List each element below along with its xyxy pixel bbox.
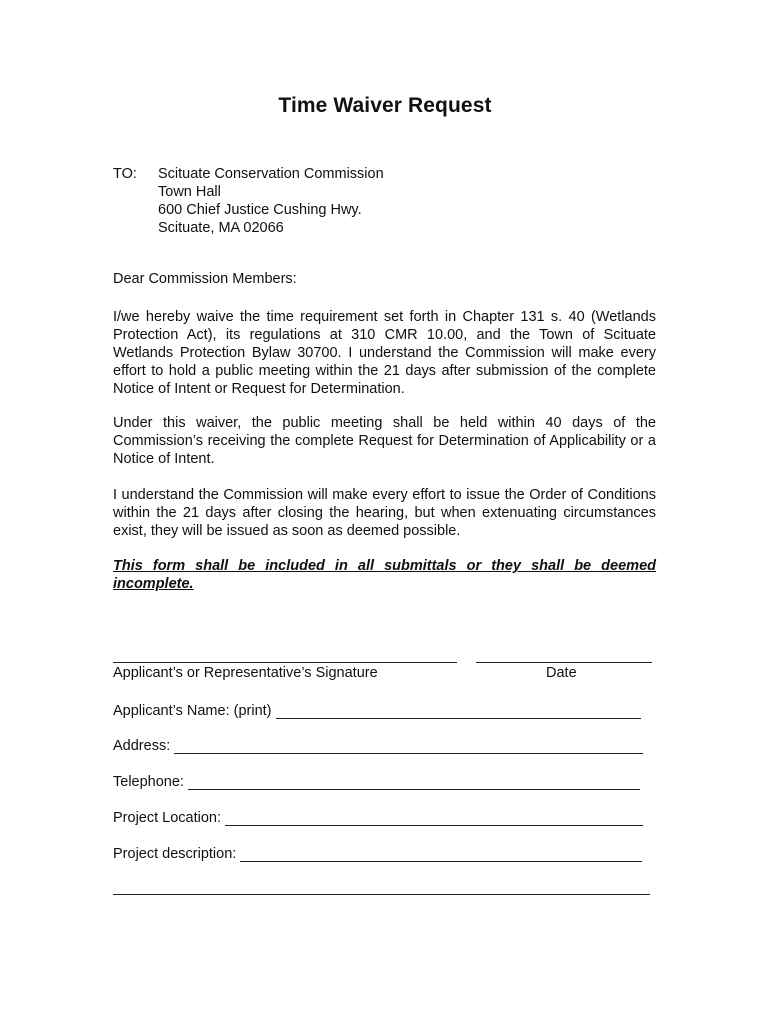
telephone-field <box>113 772 640 790</box>
project-location-label: Project Location: <box>113 810 222 826</box>
address-line: Scituate Conservation Commission <box>158 166 384 182</box>
signature-line[interactable] <box>113 662 457 663</box>
telephone-label: Telephone: <box>113 774 184 790</box>
project-location-input[interactable] <box>225 811 643 826</box>
address-field <box>113 736 643 754</box>
applicant-name-label: Applicant’s Name: (print) <box>113 703 272 719</box>
salutation: Dear Commission Members: <box>113 271 297 287</box>
address-line: 600 Chief Justice Cushing Hwy. <box>158 202 362 218</box>
meeting-paragraph: Under this waiver, the public meeting shall be held within 40 days of the Commission’s receiving the complete Request for Determination of Applicability or a Notice of Intent. <box>113 415 656 467</box>
address-label: Address: <box>113 738 171 754</box>
to-label: TO: <box>113 166 137 182</box>
address-line: Scituate, MA 02066 <box>158 220 284 236</box>
waiver-paragraph: I/we hereby waive the time requirement set forth in Chapter 131 s. 40 (Wetlands Protection Act), its regulations at 310 CMR 10.00, and the Town of Scituate Wetlands Protection Bylaw 30700. I understand the Commission will make every effort to hold a public meeting within the 21 days after submission of the complete Notice of Intent or Request for Determination. <box>113 309 656 397</box>
project-description-input[interactable] <box>240 847 642 862</box>
document-title: Time Waiver Request <box>278 94 492 117</box>
date-line[interactable] <box>476 662 652 663</box>
recipient-address <box>158 165 384 237</box>
applicant-name-field <box>113 701 641 719</box>
signature-label: Applicant’s or Representative’s Signature <box>113 665 378 681</box>
address-input[interactable] <box>174 739 643 754</box>
telephone-input[interactable] <box>188 775 640 790</box>
date-label: Date <box>546 665 577 681</box>
submittal-notice: This form shall be included in all submittals or they shall be deemed incomplete. <box>113 558 656 592</box>
project-description-field <box>113 844 642 862</box>
order-paragraph: I understand the Commission will make every effort to issue the Order of Conditions within the 21 days after closing the hearing, but when extenuating circumstances exist, they will be issued as soon as deemed possible. <box>113 487 656 539</box>
project-location-field <box>113 808 643 826</box>
applicant-name-input[interactable] <box>276 704 641 719</box>
address-line: Town Hall <box>158 184 221 200</box>
project-description-extra-line[interactable] <box>113 894 650 895</box>
project-description-label: Project description: <box>113 846 237 862</box>
